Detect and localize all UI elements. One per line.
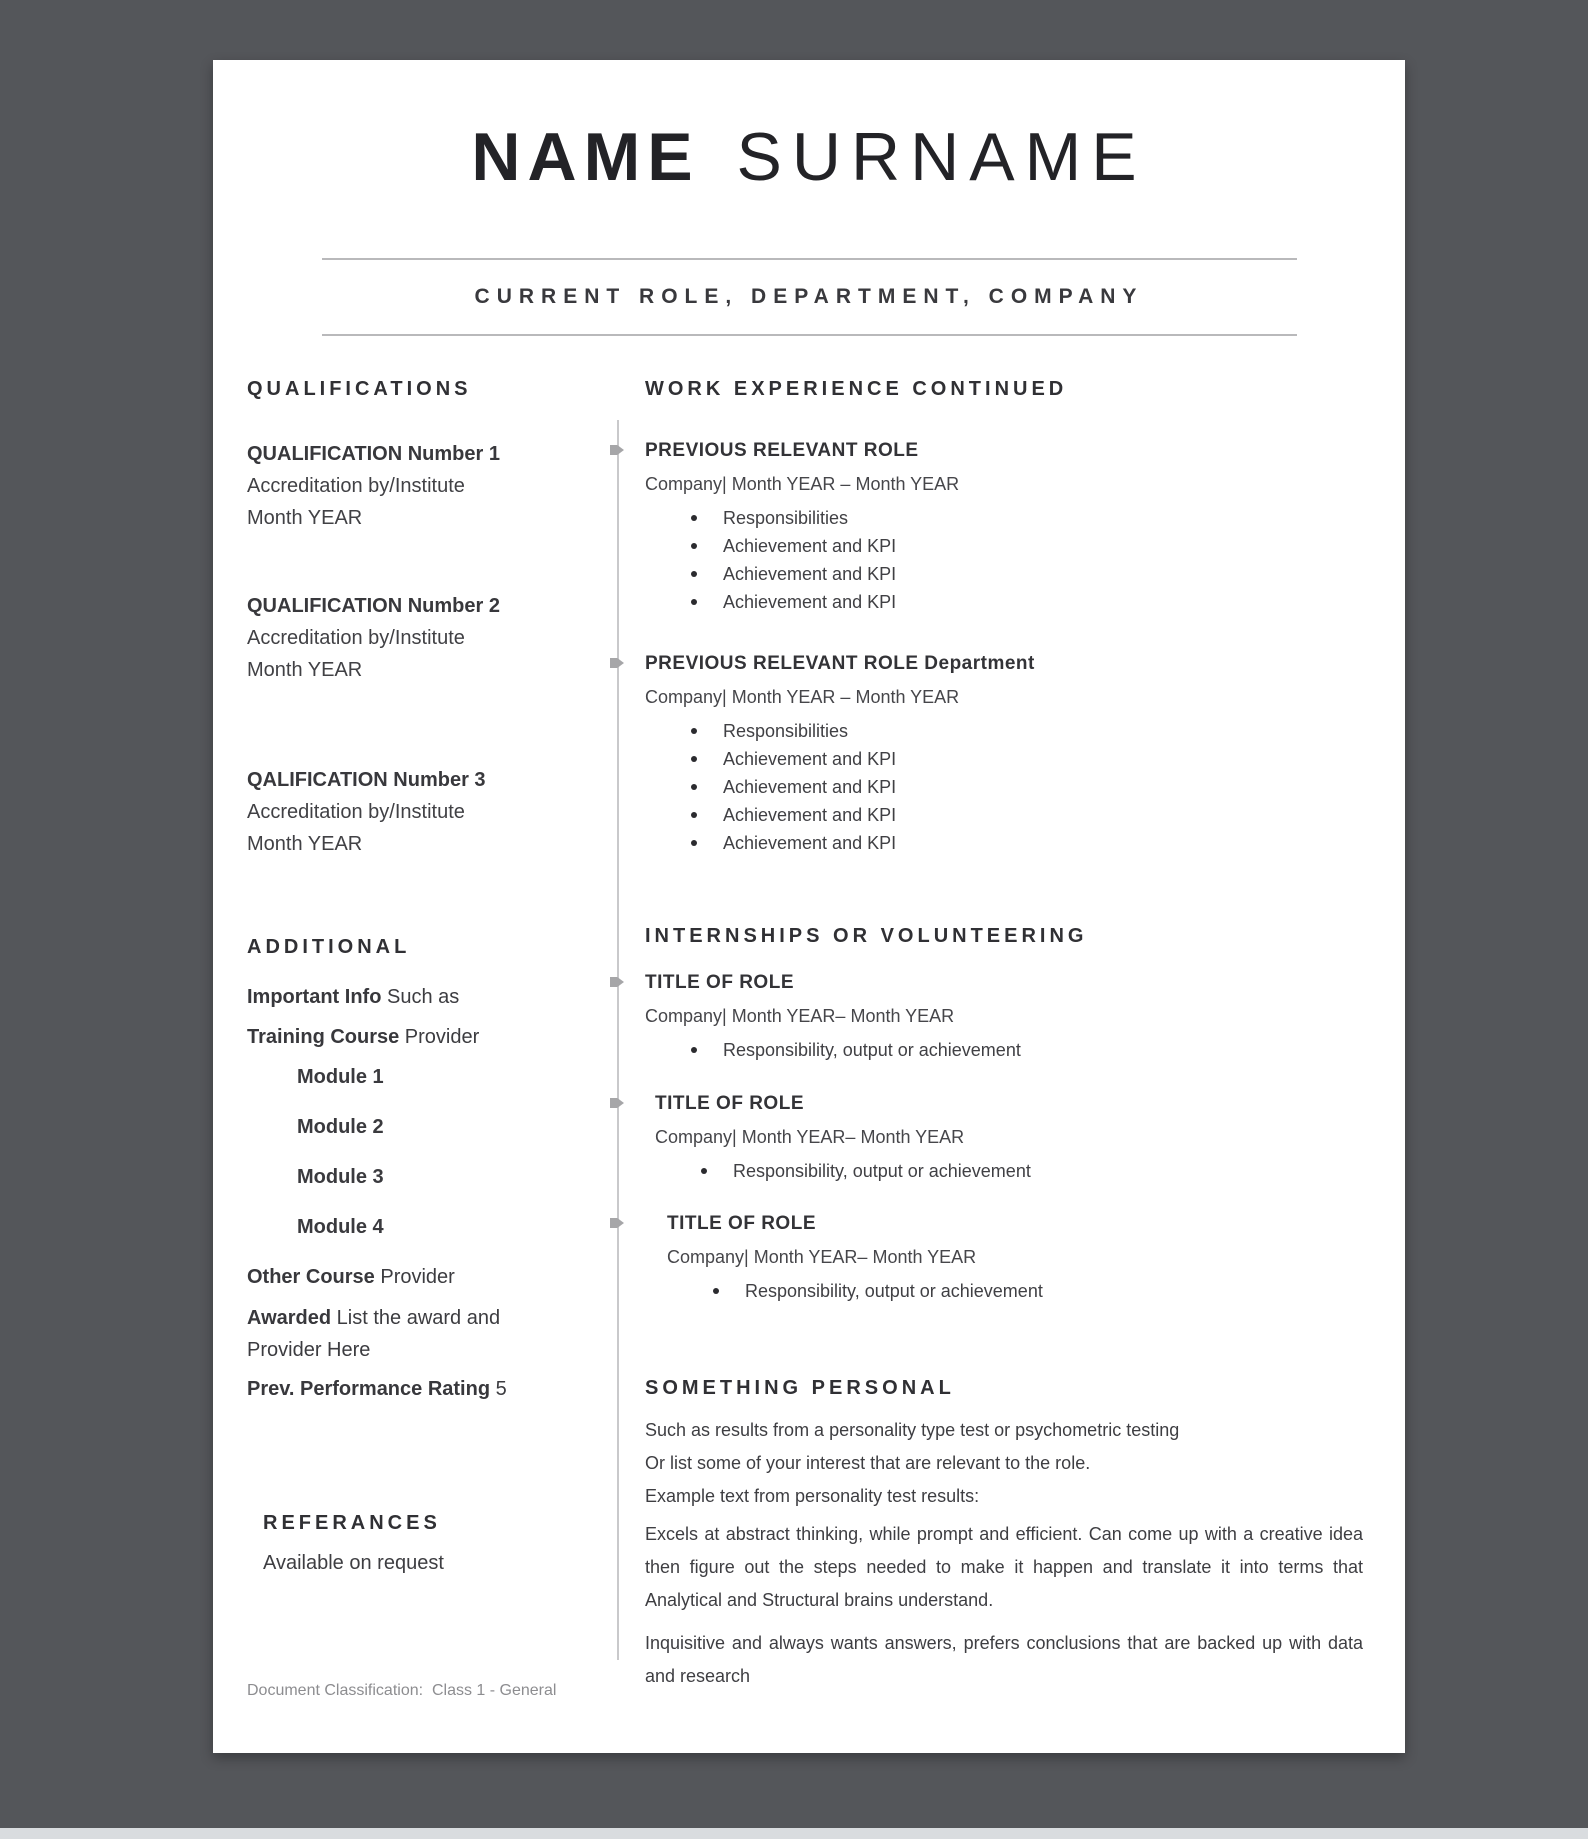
bullet-item: Achievement and KPI	[645, 532, 1363, 560]
internship-role	[667, 1212, 1363, 1305]
content-columns	[213, 376, 1405, 1726]
column-divider	[617, 420, 619, 1660]
qualification-date: Month YEAR	[247, 507, 363, 529]
document-classification-footer: Document Classification: Class 1 - General	[247, 1682, 557, 1699]
work-role	[645, 439, 1363, 616]
module-item: Module 3	[297, 1166, 384, 1188]
qualification-accreditation: Accreditation by/Institute	[247, 801, 465, 823]
first-name: NAME	[471, 119, 700, 195]
resume-page	[213, 60, 1405, 1753]
bullet-item: Responsibility, output or achievement	[667, 1277, 1363, 1305]
qualification-accreditation: Accreditation by/Institute	[247, 627, 465, 649]
timeline-node-icon	[610, 656, 624, 670]
training-course	[247, 1022, 579, 1052]
qualification-title: QALIFICATION Number 3	[247, 769, 486, 791]
window-bottom-strip	[0, 1828, 1588, 1839]
qualification-title: QUALIFICATION Number 2	[247, 595, 500, 617]
module-item: Module 2	[297, 1116, 384, 1138]
header-rule-bottom	[322, 334, 1297, 336]
performance-rating-value: 5	[490, 1378, 507, 1400]
bullet-item: Responsibilities	[645, 504, 1363, 532]
section-heading-internships: INTERNSHIPS OR VOLUNTEERING	[645, 925, 1088, 947]
references-text: Available on request	[263, 1552, 444, 1574]
page-title	[213, 118, 1405, 196]
bullet-item: Achievement and KPI	[645, 801, 1363, 829]
qualification-item	[247, 590, 579, 686]
role-title	[645, 652, 1363, 676]
awarded-line	[247, 1302, 579, 1366]
personal-paragraph: Excels at abstract thinking, while prompt and efficient. Can come up with a creative idea then figure out the steps needed to make it happen and translate it into terms that Analytical and Structural brains understand.	[645, 1524, 1363, 1610]
awarded-label: Awarded	[247, 1307, 332, 1329]
role-title-text: TITLE OF ROLE	[645, 972, 794, 993]
module-item: Module 1	[297, 1066, 384, 1088]
personal-line: Such as results from a personality type test or psychometric testing	[645, 1420, 1180, 1440]
section-heading-work-experience: WORK EXPERIENCE CONTINUED	[645, 378, 1068, 400]
other-course-provider: Provider	[374, 1266, 455, 1288]
company-dates: Company| Month YEAR – Month YEAR	[645, 474, 960, 494]
timeline-node-icon	[610, 1216, 624, 1230]
qualification-title: QUALIFICATION Number 1	[247, 443, 500, 465]
qualification-item	[247, 438, 579, 534]
company-dates: Company| Month YEAR– Month YEAR	[645, 1006, 955, 1026]
left-column	[247, 376, 617, 1726]
role-title-text: TITLE OF ROLE	[655, 1093, 804, 1114]
performance-rating	[247, 1374, 579, 1404]
work-role	[645, 652, 1363, 857]
role-bullet-list	[655, 1157, 1363, 1185]
additional-intro	[247, 982, 579, 1012]
role-title-text: TITLE OF ROLE	[667, 1213, 816, 1234]
right-column	[617, 376, 1405, 1726]
personal-paragraph: Inquisitive and always wants answers, prefers conclusions that are backed up with data and research	[645, 1633, 1363, 1686]
header-rule-top	[322, 258, 1297, 260]
timeline-node-icon	[610, 1096, 624, 1110]
section-heading-qualifications: QUALIFICATIONS	[247, 378, 472, 400]
internship-role	[655, 1092, 1363, 1185]
timeline-node-icon	[610, 975, 624, 989]
role-bullet-list	[645, 504, 1363, 616]
bullet-item: Achievement and KPI	[645, 745, 1363, 773]
section-heading-additional: ADDITIONAL	[247, 936, 411, 958]
role-title-text: PREVIOUS RELEVANT ROLE Department	[645, 653, 1035, 674]
other-course-label: Other Course	[247, 1266, 375, 1288]
training-course-label: Training Course	[247, 1026, 400, 1048]
role-bullet-list	[667, 1277, 1363, 1305]
bullet-item: Achievement and KPI	[645, 829, 1363, 857]
role-bullet-list	[645, 717, 1363, 857]
awarded-value: List the award and Provider Here	[247, 1307, 501, 1361]
additional-intro-value: Such as	[381, 986, 460, 1008]
current-role-subtitle: CURRENT ROLE, DEPARTMENT, COMPANY	[474, 285, 1144, 308]
bullet-item: Achievement and KPI	[645, 588, 1363, 616]
personal-line: Example text from personality test results:	[645, 1486, 980, 1506]
role-title	[645, 971, 1363, 995]
role-title	[655, 1092, 1363, 1116]
personal-line: Or list some of your interest that are relevant to the role.	[645, 1453, 1091, 1473]
bullet-item: Achievement and KPI	[645, 773, 1363, 801]
bullet-item: Responsibilities	[645, 717, 1363, 745]
bullet-item: Achievement and KPI	[645, 560, 1363, 588]
bullet-item: Responsibility, output or achievement	[655, 1157, 1363, 1185]
role-title-text: PREVIOUS RELEVANT ROLE	[645, 440, 919, 461]
company-dates: Company| Month YEAR– Month YEAR	[655, 1127, 965, 1147]
surname: SURNAME	[736, 119, 1147, 195]
bullet-item: Responsibility, output or achievement	[645, 1036, 1363, 1064]
company-dates: Company| Month YEAR – Month YEAR	[645, 687, 960, 707]
timeline-node-icon	[610, 443, 624, 457]
internship-role	[645, 971, 1363, 1064]
section-heading-references: REFERANCES	[263, 1512, 441, 1534]
module-item: Module 4	[297, 1216, 384, 1238]
qualification-accreditation: Accreditation by/Institute	[247, 475, 465, 497]
role-bullet-list	[645, 1036, 1363, 1064]
qualification-date: Month YEAR	[247, 659, 363, 681]
performance-rating-label: Prev. Performance Rating	[247, 1378, 491, 1400]
role-title	[645, 439, 1363, 463]
qualification-date: Month YEAR	[247, 833, 363, 855]
qualification-item	[247, 764, 579, 860]
company-dates: Company| Month YEAR– Month YEAR	[667, 1247, 977, 1267]
role-title	[667, 1212, 1363, 1236]
training-course-provider: Provider	[399, 1026, 480, 1048]
additional-intro-label: Important Info	[247, 986, 382, 1008]
section-heading-personal: SOMETHING PERSONAL	[645, 1377, 955, 1399]
other-course	[247, 1262, 579, 1292]
